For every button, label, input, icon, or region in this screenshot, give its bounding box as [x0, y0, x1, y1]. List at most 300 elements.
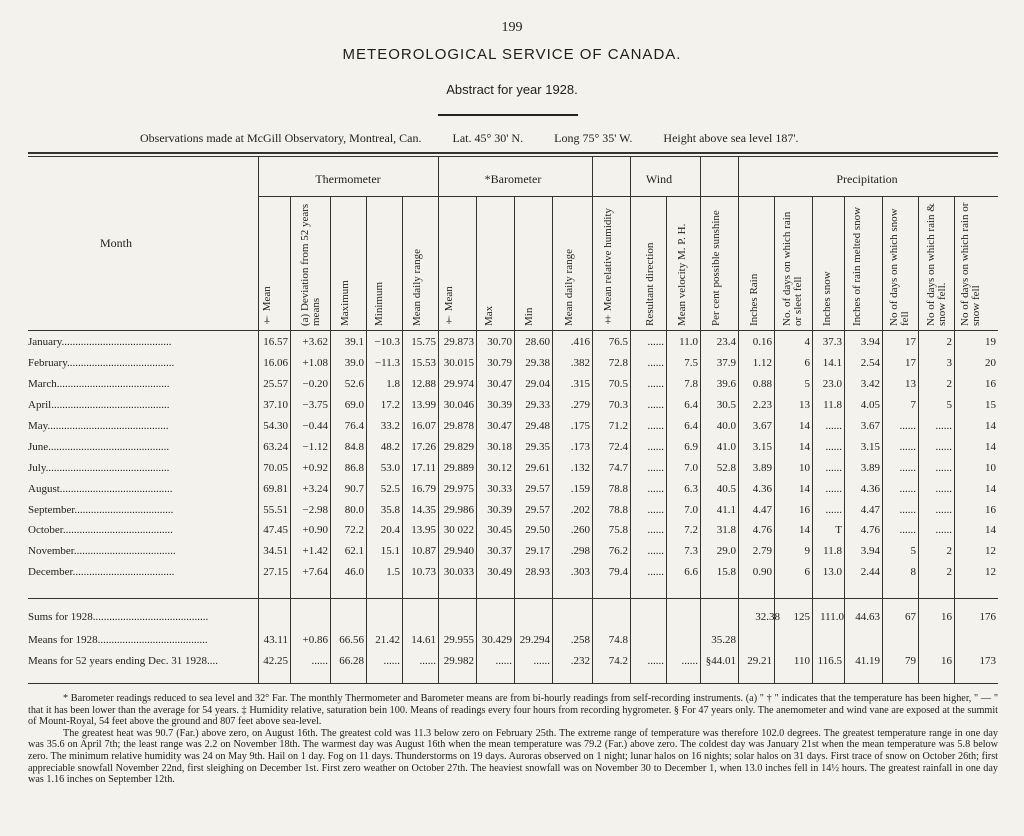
table-cell: 0.90 [752, 566, 772, 579]
page-title: METEOROLOGICAL SERVICE OF CANADA. [342, 46, 682, 63]
table-cell: 3 [946, 357, 952, 370]
table-cell: ...... [419, 655, 436, 668]
table-cell: −10.3 [374, 336, 400, 349]
table-cell: 10 [985, 461, 996, 474]
table-cell: 8 [910, 566, 916, 579]
table-cell: 53.0 [380, 461, 400, 474]
table-cell: 54.30 [263, 420, 288, 432]
table-cell: 70.5 [608, 378, 628, 391]
table-cell: ...... [383, 655, 400, 668]
table-cell: 16 [941, 655, 952, 668]
table-cell: .315 [570, 378, 590, 391]
table-cell: 7.2 [684, 524, 698, 537]
table-cell: ...... [647, 336, 664, 349]
sums-days-rain: 125 [793, 611, 810, 623]
column-b-min: Min [523, 307, 535, 326]
table-cell: 14 [799, 524, 810, 537]
means-row [28, 630, 998, 651]
table-cell: .298 [570, 545, 590, 558]
row-month: March......................................... [28, 378, 170, 391]
table-cell: 6.3 [684, 482, 698, 495]
table-cell: 2.44 [860, 566, 880, 579]
table-cell: 25.57 [263, 378, 288, 391]
footnotes [28, 693, 998, 786]
table-cell: 10.87 [411, 545, 436, 558]
table-cell: 4.76 [752, 524, 772, 537]
table-cell: ...... [899, 440, 916, 453]
table-cell: 16.57 [263, 336, 288, 349]
table-cell: 29.982 [443, 655, 474, 668]
table-cell: 30.47 [487, 378, 512, 391]
table-cell: ...... [825, 482, 842, 495]
table-cell: 29.61 [525, 461, 550, 474]
table-cell: ...... [935, 461, 952, 474]
table-row [28, 499, 998, 520]
table-cell: 6 [804, 566, 810, 579]
table-cell: 14.35 [411, 503, 436, 516]
table-cell: 14 [799, 440, 810, 453]
table-cell: 5 [804, 378, 810, 391]
table-cell: 3.42 [860, 378, 880, 391]
table-cell: 15.53 [411, 357, 436, 370]
table-cell: +3.62 [302, 336, 328, 349]
row-month: November..................................... [28, 545, 176, 558]
table-cell: 14.61 [411, 634, 436, 647]
row-month: October........................................ [28, 524, 173, 537]
table-cell: .279 [570, 399, 590, 412]
table-cell: 29.17 [525, 545, 550, 558]
table-cell [666, 630, 700, 651]
table-cell: 29.50 [525, 524, 550, 537]
observation-height: Height above sea level 187'. [663, 131, 799, 145]
table-cell: 29.57 [525, 482, 550, 495]
column-b-mean-daily-range: Mean daily range [563, 249, 575, 326]
table-cell: 52.8 [716, 461, 736, 474]
table-cell: 79 [905, 655, 916, 668]
row-month: April........................................... [28, 399, 170, 412]
table-cell: 14 [985, 482, 996, 495]
table-cell: ...... [899, 524, 916, 537]
table-cell: +0.90 [302, 524, 328, 537]
observation-lat: Lat. 45° 30' N. [452, 131, 524, 145]
table-cell: 29.878 [443, 420, 474, 432]
table-cell: 29.0 [716, 545, 736, 558]
table-row [28, 457, 998, 478]
table-cell: ...... [935, 482, 952, 495]
table-cell: 20.4 [380, 524, 400, 537]
table-cell: 17 [905, 357, 916, 370]
table-cell: 41.0 [716, 440, 736, 453]
table-cell: 63.24 [263, 440, 288, 453]
footnote-summary: The greatest heat was 90.7 (Far.) above zero, on August 16th. The greatest cold was 11.3 below zero on February 25th. The extreme range of temperature was therefore 102.0 degrees. The greatest temperature range in one day was 35.6 on April 7th; the least range was 2.2 on November 18th. The warmest day was August 16th when the mean temperature was 79.2 (Far.) above zero. The coldest day was January 21st when the mean temperature was 5.8 below zero. The minimum relative humidity was 24 on May 9th. Hail on 1 day. Fog on 11 days. Thunderstorms on 19 days. Auroras observed on 1 night; lunar halos on 16 nights; solar halos on 31 days. First trace of snow on October 26th; first appreciable snowfall November 22nd, first sleighing on December 1st. First zero weather on October 27th. The heaviest snowfall was on November 30 to December 1, when 13.0 inches fell in 14½ hours. The greatest rainfall in one day was 1.16 inches on September 12th. [28, 727, 998, 786]
table-cell: §44.01 [705, 655, 736, 668]
table-cell: 90.7 [344, 482, 364, 495]
table-cell: 1.12 [752, 357, 772, 370]
table-cell: 76.2 [608, 545, 628, 558]
table-cell: 16 [985, 378, 996, 391]
column-mean-daily-range: Mean daily range [411, 249, 423, 326]
table-cell: 42.25 [263, 655, 288, 668]
table-cell: 78.8 [608, 482, 628, 495]
table-cell: 4.36 [752, 482, 772, 495]
row-month: January........................................ [28, 336, 172, 349]
monthly-data-table [28, 332, 998, 583]
table-cell: 7.5 [684, 357, 698, 370]
table-cell: 16.06 [263, 357, 288, 370]
table-cell: 12.88 [411, 378, 436, 391]
table-cell: 37.3 [822, 336, 842, 349]
table-cell: 29.955 [443, 634, 474, 647]
table-row [28, 520, 998, 541]
column-inches-melted: Inches of rain melted snow [851, 206, 863, 326]
table-row [28, 562, 998, 583]
table-cell [738, 630, 774, 651]
table-cell: 20 [985, 357, 996, 370]
table-cell: 29.294 [519, 634, 550, 647]
table-cell: −0.20 [302, 378, 328, 391]
table-cell: 3.94 [860, 545, 880, 558]
table-cell: −11.3 [374, 357, 400, 370]
table-cell: 4.05 [860, 399, 880, 412]
sums-row [28, 611, 998, 627]
table-cell: 27.15 [263, 566, 288, 579]
column-deviation: (a) Deviation from 52 years means [299, 203, 322, 326]
column-days-rain: No. of days on which rain or sleet fell [781, 211, 804, 326]
table-cell: 14 [799, 420, 810, 432]
table-cell: 7.3 [684, 545, 698, 558]
table-cell: +0.92 [302, 461, 328, 474]
table-cell: 16.07 [411, 420, 436, 432]
table-cell: −0.44 [302, 420, 328, 432]
table-cell: 13 [905, 378, 916, 391]
table-cell: 29.57 [525, 503, 550, 516]
table-cell: .303 [570, 566, 590, 579]
table-cell: 2.23 [752, 399, 772, 412]
table-cell: 7.8 [684, 378, 698, 391]
group-wind: Wind [645, 172, 673, 186]
table-cell: 0.16 [752, 336, 772, 349]
table-cell: 4.47 [860, 503, 880, 516]
table-row [28, 416, 998, 437]
table-cell: 14 [985, 420, 996, 432]
table-cell: 23.4 [716, 336, 736, 349]
table-cell: 72.4 [608, 440, 628, 453]
table-cell: 3.89 [860, 461, 880, 474]
means-table [28, 630, 998, 672]
sums-label: Sums for 1928.......................................... [28, 611, 209, 623]
table-cell: 9 [804, 545, 810, 558]
row-month: August......................................... [28, 482, 173, 495]
table-row [28, 436, 998, 457]
table-cell: 29.974 [443, 378, 474, 391]
table-cell: 35.28 [711, 634, 736, 647]
table-cell: ...... [495, 655, 512, 668]
table-cell: 14.1 [822, 357, 842, 370]
table-cell: 28.93 [525, 566, 550, 579]
title-rule [438, 114, 578, 116]
table-cell: 6 [804, 357, 810, 370]
table-cell: 2.79 [752, 545, 772, 558]
table-cell: +1.08 [302, 357, 328, 370]
table-cell: .260 [570, 524, 590, 537]
table-row [28, 478, 998, 499]
page-subtitle: Abstract for year 1928. [446, 82, 578, 97]
row-month: June............................................ [28, 440, 170, 453]
table-cell: 6.9 [684, 440, 698, 453]
table-cell: 2 [946, 566, 952, 579]
table-cell: 30.12 [487, 461, 512, 474]
table-cell: 30.39 [487, 503, 512, 516]
column-inches-rain: Inches Rain [748, 273, 760, 326]
table-cell: 29.975 [443, 482, 474, 495]
group-header-rule [258, 196, 998, 197]
sums-days-snow: 67 [905, 611, 916, 623]
table-cell: 15.75 [411, 336, 436, 349]
table-cell [774, 630, 812, 651]
row-month: February....................................... [28, 357, 175, 370]
table-cell: 173 [979, 655, 996, 668]
table-cell: ...... [647, 461, 664, 474]
table-cell: ...... [681, 655, 698, 668]
table-row [28, 353, 998, 374]
table-cell: 6.4 [684, 399, 698, 412]
column-sunshine: Per cent possible sunshine [710, 210, 722, 326]
table-cell: 5 [946, 399, 952, 412]
table-cell: 2 [946, 378, 952, 391]
table-cell: ...... [825, 440, 842, 453]
table-cell: ...... [647, 440, 664, 453]
table-cell: 12 [985, 545, 996, 558]
table-cell: 15 [985, 399, 996, 412]
table-cell: 47.45 [263, 524, 288, 537]
table-cell: 15.8 [716, 566, 736, 579]
table-cell: 4.47 [752, 503, 772, 516]
table-cell: 29.940 [443, 545, 474, 558]
table-cell: 3.15 [860, 440, 880, 453]
column-days-rain-or-snow: No of days on which rain or snow fell [959, 202, 982, 326]
table-cell: ...... [647, 566, 664, 579]
table-cell: 13.0 [822, 566, 842, 579]
row-month: May............................................ [28, 420, 169, 432]
table-cell: 23.0 [822, 378, 842, 391]
table-cell: ...... [647, 378, 664, 391]
table-cell: ...... [647, 420, 664, 432]
table-cell [812, 630, 844, 651]
body-bottom-rule [28, 598, 998, 599]
table-cell: ...... [825, 503, 842, 516]
table-cell: 35.8 [380, 503, 400, 516]
sums-inches-melted: 44.63 [855, 611, 880, 623]
table-cell: 78.8 [608, 503, 628, 516]
table-cell: 52.6 [344, 378, 364, 391]
table-cell: 29.35 [525, 440, 550, 453]
table-cell: 62.1 [344, 545, 364, 558]
table-cell: 1.5 [386, 566, 400, 579]
table-cell: 17 [905, 336, 916, 349]
table-cell: 80.0 [344, 503, 364, 516]
column-month: Month [100, 236, 133, 250]
table-cell: 3.94 [860, 336, 880, 349]
table-cell: .202 [570, 503, 590, 516]
table-cell: 86.8 [344, 461, 364, 474]
table-cell [918, 630, 954, 651]
table-cell: 16 [799, 503, 810, 516]
table-cell: 52.5 [380, 482, 400, 495]
table-cell: 30.5 [716, 399, 736, 412]
table-cell: ...... [647, 545, 664, 558]
means-52-row-label: Means for 52 years ending Dec. 31 1928.... [28, 655, 219, 668]
table-cell: .416 [570, 336, 590, 349]
table-cell: 13 [799, 399, 810, 412]
table-cell: 76.4 [344, 420, 364, 432]
table-cell: 28.60 [525, 336, 550, 349]
table-cell: 4.76 [860, 524, 880, 537]
table-cell: .132 [570, 461, 590, 474]
table-cell: 69.0 [344, 399, 364, 412]
table-cell: 15.1 [380, 545, 400, 558]
header-bottom-rule [28, 330, 998, 331]
table-cell: .159 [570, 482, 590, 495]
table-cell: ...... [533, 655, 550, 668]
table-cell: 14 [985, 524, 996, 537]
table-cell: ...... [899, 461, 916, 474]
table-cell: 16 [985, 503, 996, 516]
table-cell: 39.1 [344, 336, 364, 349]
table-cell: ...... [899, 503, 916, 516]
table-cell: 30.47 [487, 420, 512, 432]
table-cell: 55.51 [263, 503, 288, 516]
table-cell: 30.37 [487, 545, 512, 558]
table-cell: 3.89 [752, 461, 772, 474]
table-cell: 7.0 [684, 461, 698, 474]
column-maximum: Maximum [339, 280, 351, 326]
table-cell: 30.70 [487, 336, 512, 349]
table-cell: 29.38 [525, 357, 550, 370]
table-cell: 29.33 [525, 399, 550, 412]
table-cell: 30.015 [443, 357, 474, 370]
table-cell: −3.75 [302, 399, 328, 412]
table-cell: 7.0 [684, 503, 698, 516]
table-cell: 72.2 [344, 524, 364, 537]
table-cell: +0.86 [302, 634, 328, 647]
column-days-snow: No of days on which snow fell [888, 208, 911, 326]
means-row-label: Means for 1928........................................ [28, 634, 208, 647]
table-cell: 19 [985, 336, 996, 349]
table-cell: ...... [935, 420, 952, 432]
table-cell: ...... [647, 655, 664, 668]
table-cell: 41.19 [855, 655, 880, 668]
table-top-rule [28, 152, 998, 154]
table-cell: 30.046 [443, 399, 474, 412]
table-cell: 29.48 [525, 420, 550, 432]
table-cell: 116.5 [817, 655, 842, 668]
observation-place: Observations made at McGill Observatory, Montreal, Can. [140, 131, 422, 145]
column-inches-snow: Inches snow [821, 271, 833, 326]
table-cell: 69.81 [263, 482, 288, 495]
table-cell: 30.33 [487, 482, 512, 495]
column-b-mean: † Mean [443, 286, 455, 326]
sums-days-rain-snow: 16 [941, 611, 952, 623]
table-cell: ...... [899, 420, 916, 432]
group-thermometer: Thermometer [315, 172, 381, 186]
table-cell: 30 022 [443, 524, 474, 537]
table-cell: 29.986 [443, 503, 474, 516]
means-52-row [28, 651, 998, 672]
group-barometer: *Barometer [484, 172, 542, 186]
table-cell: ...... [825, 420, 842, 432]
footnote-symbols: * Barometer readings reduced to sea level and 32° Far. The monthly Thermometer and Barometer means are from bi-hourly readings from self-recording instruments. (a) " † " indicates that the temperature has been higher, " — " that it has been lower than the average for 54 years. ‡ Humidity relative, saturation bein 100. Means of readings every four hours from recording hygrometer. § For 47 years only. The anemometer and wind vane are exposed at the summit of Mount-Royal, 54 feet above the ground and 807 feet above sea-level. [28, 693, 998, 728]
table-cell: 29.21 [747, 655, 772, 668]
table-cell: 17.26 [411, 440, 436, 453]
table-cell [882, 630, 918, 651]
table-cell: 17.2 [380, 399, 400, 412]
table-cell: 3.67 [752, 420, 772, 432]
table-cell: 66.28 [339, 655, 364, 668]
table-cell: 12 [985, 566, 996, 579]
table-cell: .175 [570, 420, 590, 432]
table-cell: 75.8 [608, 524, 628, 537]
table-cell: 29.04 [525, 378, 550, 391]
table-cell: 74.2 [608, 655, 628, 668]
table-cell: 3.15 [752, 440, 772, 453]
table-cell: 0.88 [752, 378, 772, 391]
table-cell: 7 [910, 399, 916, 412]
table-row [28, 395, 998, 416]
table-cell: 79.4 [608, 566, 628, 579]
table-cell: 3.67 [860, 420, 880, 432]
table-cell: 71.2 [608, 420, 628, 432]
table-cell: ...... [647, 524, 664, 537]
table-cell: 17.11 [411, 461, 436, 474]
table-cell: 4.36 [860, 482, 880, 495]
table-cell: 70.3 [608, 399, 628, 412]
table-top-rule-2 [28, 156, 998, 157]
page-number: 199 [501, 20, 523, 35]
table-cell: 30.033 [443, 566, 474, 579]
table-cell [954, 630, 998, 651]
table-cell: T [835, 524, 842, 537]
table-cell: 43.11 [263, 634, 288, 647]
sums-days-rain-or-snow: 176 [979, 611, 996, 623]
table-cell: −1.12 [302, 440, 328, 453]
table-cell: 41.1 [716, 503, 736, 516]
table-cell: 10.73 [411, 566, 436, 579]
table-cell: .382 [570, 357, 590, 370]
group-precipitation: Precipitation [836, 172, 898, 186]
sums-inches-rain: 32.38 [755, 611, 780, 623]
table-cell: ...... [647, 357, 664, 370]
table-cell: 31.8 [716, 524, 736, 537]
table-cell: +7.64 [302, 566, 328, 579]
table-cell: 37.9 [716, 357, 736, 370]
table-row [28, 374, 998, 395]
table-cell: 66.56 [339, 634, 364, 647]
table-cell: .232 [570, 655, 590, 668]
table-cell: 39.6 [716, 378, 736, 391]
row-month: July............................................. [28, 461, 170, 474]
table-cell: 1.8 [386, 378, 400, 391]
table-cell: 74.7 [608, 461, 628, 474]
table-cell: 72.8 [608, 357, 628, 370]
row-month: December..................................... [28, 566, 175, 579]
table-cell: 30.39 [487, 399, 512, 412]
table-cell: 29.829 [443, 440, 474, 453]
table-cell: ...... [825, 461, 842, 474]
column-days-rain-snow: No of days on which rain & snow fell. [925, 203, 948, 326]
table-cell: 6.4 [684, 420, 698, 432]
table-cell: 30.79 [487, 357, 512, 370]
observation-long: Long 75° 35' W. [554, 131, 633, 145]
